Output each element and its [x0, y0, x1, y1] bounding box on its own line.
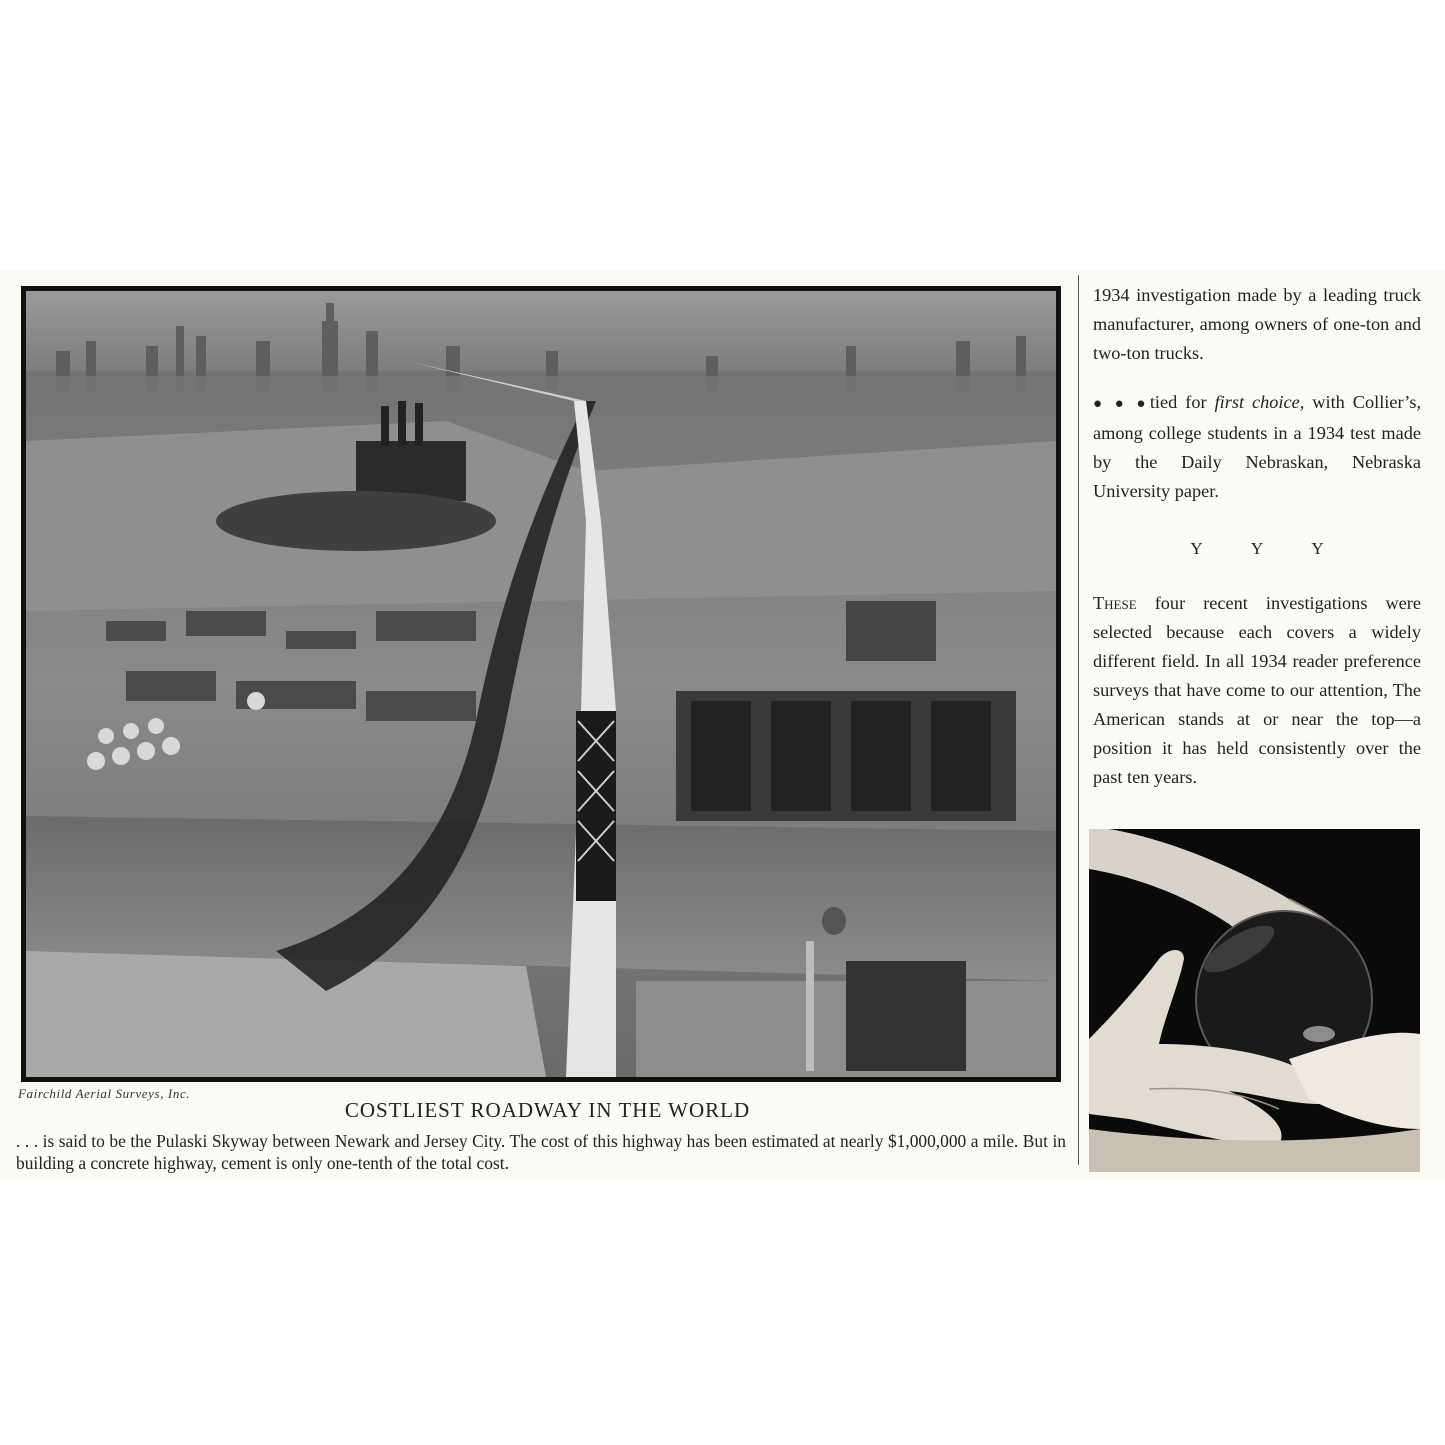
para3-body: four recent investigations were selected because each covers a widely different field. In all 1934 reader preference surveys that have come to our attention, The American stands at or near the top—a position it has held consistently over the past ten years.	[1093, 593, 1421, 787]
photo-credit: Fairchild Aerial Surveys, Inc.	[18, 1086, 191, 1101]
bullet-ornament: ● ● ●	[1093, 396, 1150, 412]
ornament-row	[1093, 534, 1421, 563]
photo-caption: . . . is said to be the Pulaski Skyway between Newark and Jersey City. The cost of this highway has been estimated at nearly $1,000,000 a mile. But in building a concrete highway, cement is only one-tenth of the total cost.	[16, 1131, 1066, 1173]
ornament-glyph: Y	[1311, 539, 1324, 558]
para2-text-start: tied for	[1149, 392, 1215, 412]
para3-lead-word: These	[1093, 593, 1137, 613]
paragraph-four-investigations	[1093, 589, 1421, 792]
ornament-glyph: Y	[1250, 539, 1264, 558]
para2-emphasis: first choice,	[1214, 392, 1305, 412]
column-divider	[1078, 275, 1079, 1165]
aerial-photo-pulaski-skyway	[21, 286, 1061, 1082]
paragraph-truck-investigation: 1934 investigation made by a leading truck manufacturer, among owners of one-ton and two-ton trucks.	[1093, 285, 1421, 363]
paragraph-college-test	[1093, 388, 1421, 506]
ornament-glyph: Y	[1190, 539, 1203, 558]
crystal-ball-hands-photo	[1089, 829, 1420, 1172]
right-column	[1093, 281, 1421, 792]
headline: COSTLIEST ROADWAY IN THE WORLD	[344, 1098, 751, 1122]
para2-text-end: with Collier’s, among college students in a 1934 test made by the Daily Nebraskan, Nebraska University paper.	[1093, 392, 1422, 501]
